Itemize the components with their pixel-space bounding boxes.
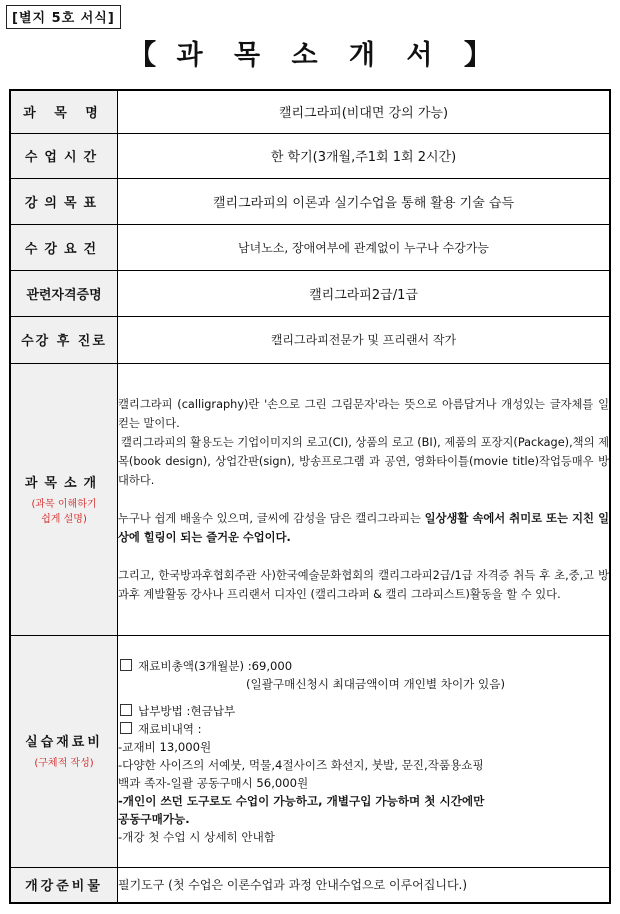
title-text: 과 목 소 개 서 bbox=[176, 40, 444, 71]
value-preparation: 필기도구 (첫 수업은 이론수업과 과정 안내수업으로 이루어집니다.) bbox=[118, 867, 611, 903]
label-preparation: 개강준비물 bbox=[10, 867, 118, 903]
checkbox-icon bbox=[120, 722, 132, 734]
materials-notice: -개강 첫 수업 시 상세히 안내함 bbox=[118, 829, 276, 844]
checkbox-icon bbox=[120, 704, 132, 716]
value-goal: 캘리그라피의 이론과 실기수업을 통해 활용 기술 습득 bbox=[118, 178, 611, 224]
intro-paragraph-2: 캘리그라피의 활용도는 기업이미지의 로고(CI), 상품의 로고 (BI), 제품의 포장지(Package),책의 제목(book design), 상업간판(sign), 방송프로그램 과 공연, 영화타이틀(movie title)작업등매우 방대하다. bbox=[118, 435, 609, 487]
document-title bbox=[0, 33, 620, 73]
materials-payment: 납부방법 :현금납부 bbox=[118, 702, 609, 720]
form-number-tag: [별지 5호 서식] bbox=[6, 5, 121, 29]
intro-paragraph-1: 캘리그라피 (calligraphy)란 '손으로 그린 그림문자'라는 뜻으로 아름답거나 개성있는 글자체를 일컫는 말이다. bbox=[118, 397, 609, 430]
materials-bold-1: -개인이 쓰던 도구로도 수업이 가능하고, 개별구입 가능하며 첫 시간에만 bbox=[118, 793, 485, 808]
label-career: 수강 후 진로 bbox=[10, 316, 118, 363]
row-intro bbox=[10, 363, 610, 635]
materials-detail-title: 재료비내역 : bbox=[118, 720, 609, 738]
row-career bbox=[10, 316, 610, 363]
row-materials bbox=[10, 635, 610, 867]
row-goal bbox=[10, 178, 610, 224]
value-requirement: 남녀노소, 장애여부에 관계없이 누구나 수강가능 bbox=[118, 224, 611, 270]
checkbox-icon bbox=[120, 659, 132, 671]
value-career: 캘리그라피전문가 및 프리랜서 작가 bbox=[118, 316, 611, 363]
row-requirement bbox=[10, 224, 610, 270]
label-certificate: 관련자격증명 bbox=[10, 270, 118, 316]
intro-paragraph-3: 누구나 쉽게 배울수 있으며, 글씨에 감성을 담은 캘리그라피는 일상생활 속에서 취미로 또는 지친 일상에 힐링이 되는 즐거운 수업이다. bbox=[118, 511, 609, 544]
intro-sublabel: (과목 이해하기 쉽게 설명) bbox=[31, 498, 97, 525]
label-goal: 강의목표 bbox=[10, 178, 118, 224]
value-certificate: 캘리그라피2급/1급 bbox=[118, 270, 611, 316]
value-time: 한 학기(3개월,주1회 1회 2시간) bbox=[118, 133, 611, 178]
intro-paragraph-4: 그리고, 한국방과후협회주관 사)한국예술문화협회의 캘리그라피2급/1급 자격증 취득 후 초,중,고 방과후 계발활동 강사나 프리랜서 디자인 (캘리그라퍼 & 캘리 그라피스트)활동을 할 수 있다. bbox=[118, 568, 609, 601]
course-introduction-table bbox=[9, 89, 611, 904]
materials-total-note: (일괄구매신청시 최대금액이며 개인별 차이가 있음) bbox=[246, 676, 505, 691]
title-bracket-close: 】 bbox=[463, 38, 492, 71]
materials-items-1: -다양한 사이즈의 서예붓, 먹물,4절사이즈 화선지, 붓발, 문진,작품용쇼핑 bbox=[118, 757, 484, 772]
intro-description bbox=[118, 363, 611, 635]
materials-textbook: -교재비 13,000원 bbox=[118, 739, 212, 754]
row-certificate bbox=[10, 270, 610, 316]
value-subject: 캘리그라피(비대면 강의 가능) bbox=[118, 90, 611, 133]
row-subject bbox=[10, 90, 610, 133]
materials-total: 재료비총액(3개월분) :69,000 bbox=[118, 657, 609, 675]
row-time bbox=[10, 133, 610, 178]
materials-sublabel: (구체적 작성) bbox=[34, 758, 94, 769]
materials-detail bbox=[118, 635, 611, 867]
materials-bold-2: 공동구매가능. bbox=[118, 811, 190, 826]
label-intro: 과목소개 (과목 이해하기 쉽게 설명) bbox=[10, 363, 118, 635]
label-time: 수업시간 bbox=[10, 133, 118, 178]
label-materials: 실습재료비 (구체적 작성) bbox=[10, 635, 118, 867]
title-bracket-open: 【 bbox=[128, 38, 157, 71]
label-subject: 과 목 명 bbox=[10, 90, 118, 133]
materials-items-2: 백과 족자-일괄 공동구매시 56,000원 bbox=[118, 775, 309, 790]
intro-highlight: 일상생활 속에서 취미로 또는 지친 일상에 힐링이 되는 즐거운 수업이다. bbox=[118, 511, 609, 544]
label-requirement: 수강요건 bbox=[10, 224, 118, 270]
row-preparation bbox=[10, 867, 610, 903]
